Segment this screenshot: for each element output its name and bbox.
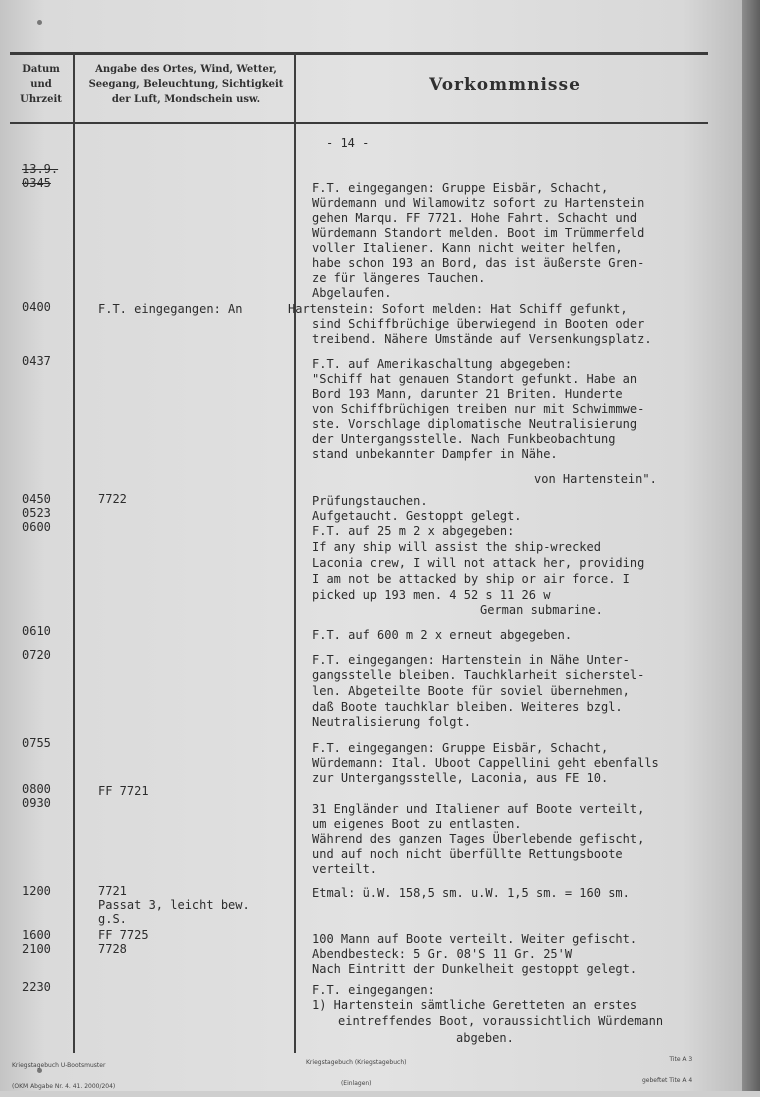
column-divider-1: [73, 53, 75, 1053]
log-line: voller Italiener. Kann nicht weiter helfen,: [312, 241, 623, 255]
entry-time: 0800: [22, 782, 51, 796]
ort-entry: F.T. eingegangen: An: [98, 302, 243, 316]
log-line: German submarine.: [480, 603, 603, 617]
log-line: abgeben.: [456, 1031, 514, 1045]
header-datum-line: Datum: [22, 64, 60, 75]
log-line: Würdemann Standort melden. Boot im Trümmerfeld: [312, 226, 645, 240]
page-number: - 14 -: [326, 136, 370, 150]
log-line: um eigenes Boot zu entlasten.: [312, 817, 522, 831]
header-ort: [78, 62, 294, 107]
entry-time: 0523: [22, 506, 51, 520]
entry-time: 1200: [22, 884, 51, 898]
log-line: zur Untergangsstelle, Laconia, aus FE 10.: [312, 771, 609, 785]
log-line: F.T. auf 600 m 2 x erneut abgegeben.: [312, 628, 573, 642]
entry-time: 0400: [22, 300, 51, 314]
log-line: F.T. eingegangen: Gruppe Eisbär, Schacht,: [312, 741, 609, 755]
log-line: eintreffendes Boot, voraussichtlich Würdemann: [338, 1014, 664, 1028]
entry-time: 0450: [22, 492, 51, 506]
log-line: F.T. auf 25 m 2 x abgegeben:: [312, 524, 515, 538]
entry-time: 0720: [22, 648, 51, 662]
entry-time: 0930: [22, 796, 51, 810]
header-datum: [10, 62, 72, 107]
punch-hole: [37, 20, 42, 25]
ort-entry: 7722: [98, 492, 127, 506]
log-line: Nach Eintritt der Dunkelheit gestoppt gelegt.: [312, 962, 638, 976]
footer-right-line: Tite A 3: [669, 1056, 693, 1063]
footer-center-line: Kriegstagebuch (Kriegstagebuch): [306, 1059, 407, 1066]
log-line: I am not be attacked by ship or air force. I: [312, 572, 630, 586]
ort-entry: FF 7721: [98, 784, 149, 798]
log-line: Laconia crew, I will not attack her, providing: [312, 556, 645, 570]
ort-entry: 7728: [98, 942, 127, 956]
log-line: Etmal: ü.W. 158,5 sm. u.W. 1,5 sm. = 160 sm.: [312, 886, 630, 900]
log-line: F.T. eingegangen:: [312, 983, 435, 997]
log-line: ste. Vorschlage diplomatische Neutralisierung: [312, 417, 638, 431]
footer-right-line: gebeftet Tite A 4: [642, 1077, 693, 1084]
log-line: gehen Marqu. FF 7721. Hohe Fahrt. Schacht und: [312, 211, 638, 225]
log-line: F.T. eingegangen: Gruppe Eisbär, Schacht,: [312, 181, 609, 195]
footer-left-line: Kriegstagebuch U-Bootsmuster: [12, 1062, 106, 1069]
footer-left: [12, 1048, 115, 1097]
top-rule: [10, 52, 708, 55]
log-line: F.T. eingegangen: Hartenstein in Nähe Unter-: [312, 653, 630, 667]
log-line: 1) Hartenstein sämtliche Geretteten an erstes: [312, 998, 638, 1012]
log-line: Würdemann: Ital. Uboot Cappellini geht ebenfalls: [312, 756, 659, 770]
log-line: Bord 193 Mann, darunter 21 Briten. Hunderte: [312, 387, 623, 401]
log-line: stand unbekannter Dampfer in Nähe.: [312, 447, 558, 461]
entry-time: 0345: [22, 176, 51, 190]
log-line: daß Boote tauchklar bleiben. Weiteres bzgl.: [312, 700, 623, 714]
entry-time: 2230: [22, 980, 51, 994]
entry-time: 0437: [22, 354, 51, 368]
footer-right: [642, 1042, 692, 1091]
log-line: Aufgetaucht. Gestoppt gelegt.: [312, 509, 522, 523]
entry-time: 0600: [22, 520, 51, 534]
ort-entry: 7721: [98, 884, 127, 898]
log-line: Prüfungstauchen.: [312, 494, 428, 508]
log-line: If any ship will assist the ship-wrecked: [312, 540, 601, 554]
log-line: F.T. auf Amerikaschaltung abgegeben:: [312, 357, 573, 371]
ort-entry: g.S.: [98, 912, 127, 926]
column-divider-2: [294, 53, 296, 1053]
log-line: und auf noch nicht überfüllte Rettungsboote: [312, 847, 623, 861]
log-line: Abendbesteck: 5 Gr. 08'S 11 Gr. 25'W: [312, 947, 573, 961]
log-line: treibend. Nähere Umstände auf Versenkungsplatz.: [312, 332, 652, 346]
entry-time: 13.9.: [22, 162, 59, 176]
entry-time: 0610: [22, 624, 51, 638]
entry-time: 2100: [22, 942, 51, 956]
ort-entry: Passat 3, leicht bew.: [98, 898, 250, 912]
ort-entry: FF 7725: [98, 928, 149, 942]
log-line: Während des ganzen Tages Überlebende gefischt,: [312, 832, 645, 846]
log-line: verteilt.: [312, 862, 378, 876]
log-line: ze für längeres Tauchen.: [312, 271, 486, 285]
log-line: Neutralisierung folgt.: [312, 715, 471, 729]
entry-time: 0755: [22, 736, 51, 750]
header-datum-line: und: [30, 79, 52, 90]
footer-left-line: (OKM Abgabe Nr. 4. 41. 2000/204): [12, 1083, 116, 1090]
log-line: gangsstelle bleiben. Tauchklarheit sicherstel-: [312, 668, 645, 682]
log-line: "Schiff hat genauen Standort gefunkt. Habe an: [312, 372, 638, 386]
log-line: len. Abgeteilte Boote für soviel übernehmen,: [312, 684, 630, 698]
log-line: Würdemann und Wilamowitz sofort zu Hartenstein: [312, 196, 645, 210]
header-vorkommnisse: Vorkommnisse: [429, 75, 581, 95]
footer-center-line: (Einlagen): [340, 1080, 372, 1087]
entry-time: 1600: [22, 928, 51, 942]
log-line: 100 Mann auf Boote verteilt. Weiter gefischt.: [312, 932, 638, 946]
log-signature: von Hartenstein".: [534, 472, 657, 486]
log-line: von Schiffbrüchigen treiben nur mit Schwimmwe-: [312, 402, 645, 416]
header-ort-line: Angabe des Ortes, Wind, Wetter,: [95, 64, 277, 75]
header-ort-line: Seegang, Beleuchtung, Sichtigkeit: [88, 79, 284, 90]
header-datum-line: Uhrzeit: [20, 94, 62, 105]
log-line: habe schon 193 an Bord, das ist äußerste Gren-: [312, 256, 645, 270]
footer-center: [306, 1045, 406, 1094]
header-ort-line: der Luft, Mondschein usw.: [111, 94, 261, 105]
page-edge-shadow: [742, 0, 760, 1091]
log-line: Abgelaufen.: [312, 286, 392, 300]
log-line: 31 Engländer und Italiener auf Boote verteilt,: [312, 802, 645, 816]
log-line: sind Schiffbrüchige überwiegend in Booten oder: [312, 317, 645, 331]
log-line: der Untergangsstelle. Nach Funkbeobachtung: [312, 432, 616, 446]
header-rule: [10, 122, 708, 124]
log-line: picked up 193 men. 4 52 s 11 26 w: [312, 588, 551, 602]
log-line: Hartenstein: Sofort melden: Hat Schiff gefunkt,: [288, 302, 628, 316]
